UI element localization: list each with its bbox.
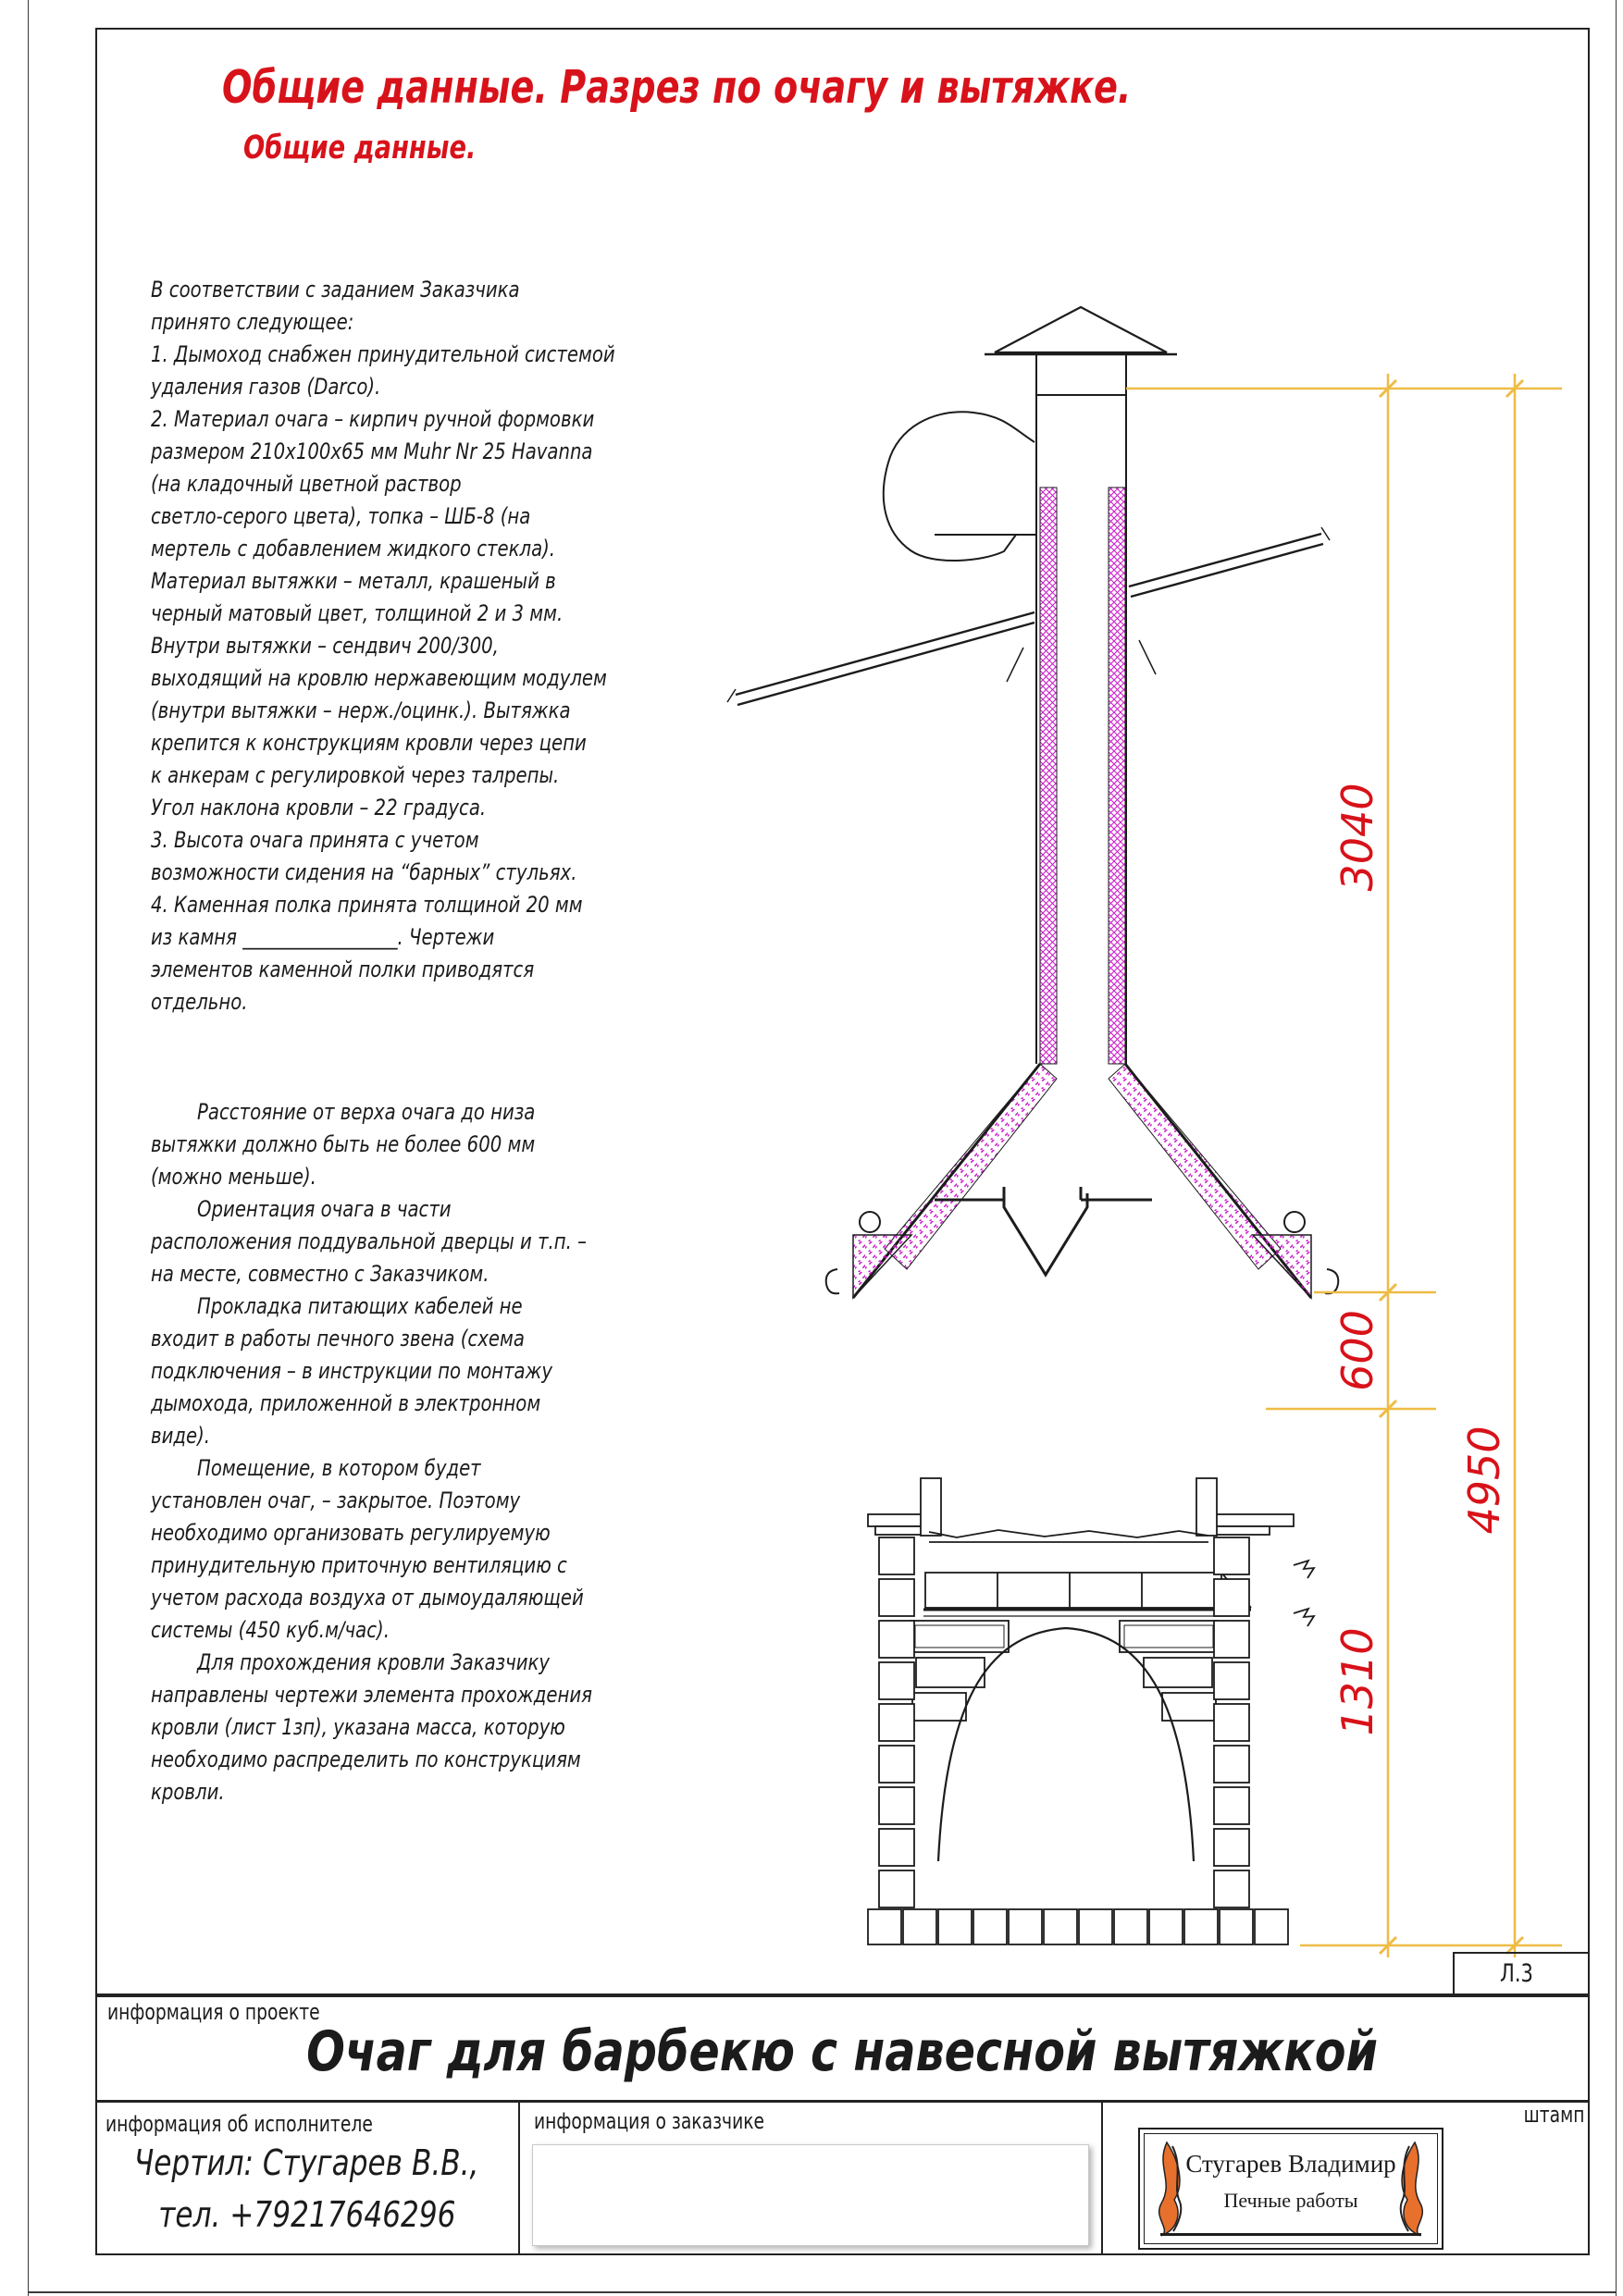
insulation-strips — [1040, 488, 1125, 1064]
note-line: отдельно. — [151, 989, 248, 1015]
note-line: Угол наклона кровли – 22 градуса. — [151, 795, 487, 821]
chimney-cap — [985, 307, 1177, 354]
note-line: направлены чертежи элемента прохождения — [151, 1682, 592, 1708]
note-line: (можно меньше). — [151, 1164, 316, 1190]
note-line: дымохода, приложенной в электронном — [151, 1390, 541, 1416]
hood-funnel — [826, 1064, 1339, 1298]
note-line: принято следующее: — [151, 309, 354, 335]
page-edge-left — [28, 0, 29, 2296]
titleblock-separator-top — [95, 1994, 1590, 1997]
smoke-deflector — [935, 1187, 1152, 1275]
note-line: Расстояние от верха очага до низа — [151, 1099, 536, 1125]
roof-lines — [727, 527, 1330, 705]
stamp-subtitle: Печные работы — [1223, 2189, 1358, 2212]
dim-1310: 1310 — [1332, 1627, 1382, 1736]
note-line: вытяжки должно быть не более 600 мм — [151, 1131, 536, 1157]
note-line: к анкерам с регулировкой через талрепы. — [151, 762, 560, 788]
customer-info-label: информация о заказчике — [534, 2108, 765, 2134]
dim-3040: 3040 — [1332, 783, 1382, 892]
note-line: 1. Дымоход снабжен принудительной системой — [151, 341, 615, 367]
titleblock-separator-mid — [95, 2100, 1590, 2103]
executor-name: Чертил: Стугарев В.В., — [134, 2142, 479, 2183]
maker-stamp — [1138, 2128, 1443, 2250]
executor-phone: тел. +79217646296 — [157, 2194, 456, 2235]
general-notes-block-1 — [151, 274, 615, 1018]
section-drawing — [703, 176, 1601, 1989]
note-line: (внутри вытяжки – нерж./оцинк.). Вытяжка — [151, 697, 571, 723]
note-line: на месте, совместно с Заказчиком. — [151, 1261, 489, 1287]
note-line: удаления газов (Darco). — [151, 374, 381, 400]
stamp-rule — [1160, 2233, 1421, 2236]
note-line: необходимо организовать регулируемую — [151, 1520, 551, 1546]
note-line: кровли. — [151, 1779, 225, 1805]
note-line: подключения – в инструкции по монтажу — [151, 1358, 552, 1384]
note-line: светло-серого цвета), топка – ШБ-8 (на — [151, 503, 531, 529]
note-line: Для прохождения кровли Заказчику — [151, 1649, 551, 1675]
note-line: размером 210х100х65 мм Muhr Nr 25 Havanna — [151, 438, 593, 464]
note-line: Ориентация очага в части — [151, 1196, 452, 1222]
dimension-values — [1332, 783, 1509, 1735]
note-line: (на кладочный цветной раствор — [151, 471, 462, 497]
note-line: Материал вытяжки – металл, крашеный в — [151, 568, 556, 594]
note-line: установлен очаг, – закрытое. Поэтому — [151, 1487, 521, 1513]
note-line: из камня _________________. Чертежи — [151, 924, 495, 950]
general-notes-block-2 — [151, 1096, 606, 1808]
stamp-name: Стугарев Владимир — [1185, 2150, 1396, 2178]
page-title: Общие данные. Разрез по очагу и вытяжке. — [222, 61, 1132, 114]
note-line: 2. Материал очага – кирпич ручной формовки — [151, 406, 595, 432]
dim-4950: 4950 — [1459, 1426, 1509, 1535]
note-line: входит в работы печного звена (схема — [151, 1326, 525, 1352]
customer-info-box — [532, 2144, 1089, 2246]
note-line: 4. Каменная полка принята толщиной 20 мм — [151, 892, 583, 918]
brick-hearth — [868, 1478, 1314, 1944]
page-edge-bottom — [28, 2291, 1617, 2293]
note-line: В соответствии с заданием Заказчика — [151, 277, 520, 302]
note-line: черный матовый цвет, толщиной 2 и 3 мм. — [151, 600, 564, 626]
note-line: Помещение, в котором будет — [151, 1455, 481, 1481]
note-line: расположения поддувальной дверцы и т.п. – — [151, 1228, 588, 1254]
note-line: кровли (лист 1зп), указана масса, которую — [151, 1714, 565, 1740]
executor-info-label: информация об исполнителе — [105, 2111, 373, 2137]
flue-fan — [884, 412, 1036, 561]
dim-600: 600 — [1332, 1310, 1382, 1391]
note-line: мертель с добавлением жидкого стекла). — [151, 536, 556, 562]
sheet-number-box — [1453, 1952, 1590, 1995]
note-line: необходимо распределить по конструкциям — [151, 1747, 581, 1772]
note-line: системы (450 куб.м/час). — [151, 1617, 390, 1643]
note-line: Внутри вытяжки – сендвич 200/300, — [151, 633, 499, 659]
cell-divider-2 — [1101, 2103, 1103, 2255]
note-line: виде). — [151, 1423, 211, 1449]
project-info-label: информация о проекте — [107, 1999, 320, 2025]
note-line: Прокладка питающих кабелей не — [151, 1293, 523, 1319]
page-subtitle: Общие данные. — [243, 130, 477, 167]
note-line: крепится к конструкциям кровли через цепи — [151, 730, 587, 756]
note-line: 3. Высота очага принята с учетом — [151, 827, 479, 853]
note-line: принудительную приточную вентиляцию с — [151, 1552, 567, 1578]
note-line: возможности сидения на “барных” стульях. — [151, 859, 577, 885]
project-title: Очаг для барбекю с навесной вытяжкой — [306, 2019, 1379, 2084]
cell-divider-1 — [518, 2103, 520, 2255]
note-line: элементов каменной полки приводятся — [151, 957, 535, 982]
sheet-number: Л.3 — [1499, 1959, 1533, 1988]
page-edge-right — [1616, 0, 1617, 2296]
note-line: учетом расхода воздуха от дымоудаляющей — [151, 1585, 584, 1611]
stamp-label: штамп — [1523, 2102, 1584, 2128]
note-line: выходящий на кровлю нержавеющим модулем — [151, 665, 607, 691]
